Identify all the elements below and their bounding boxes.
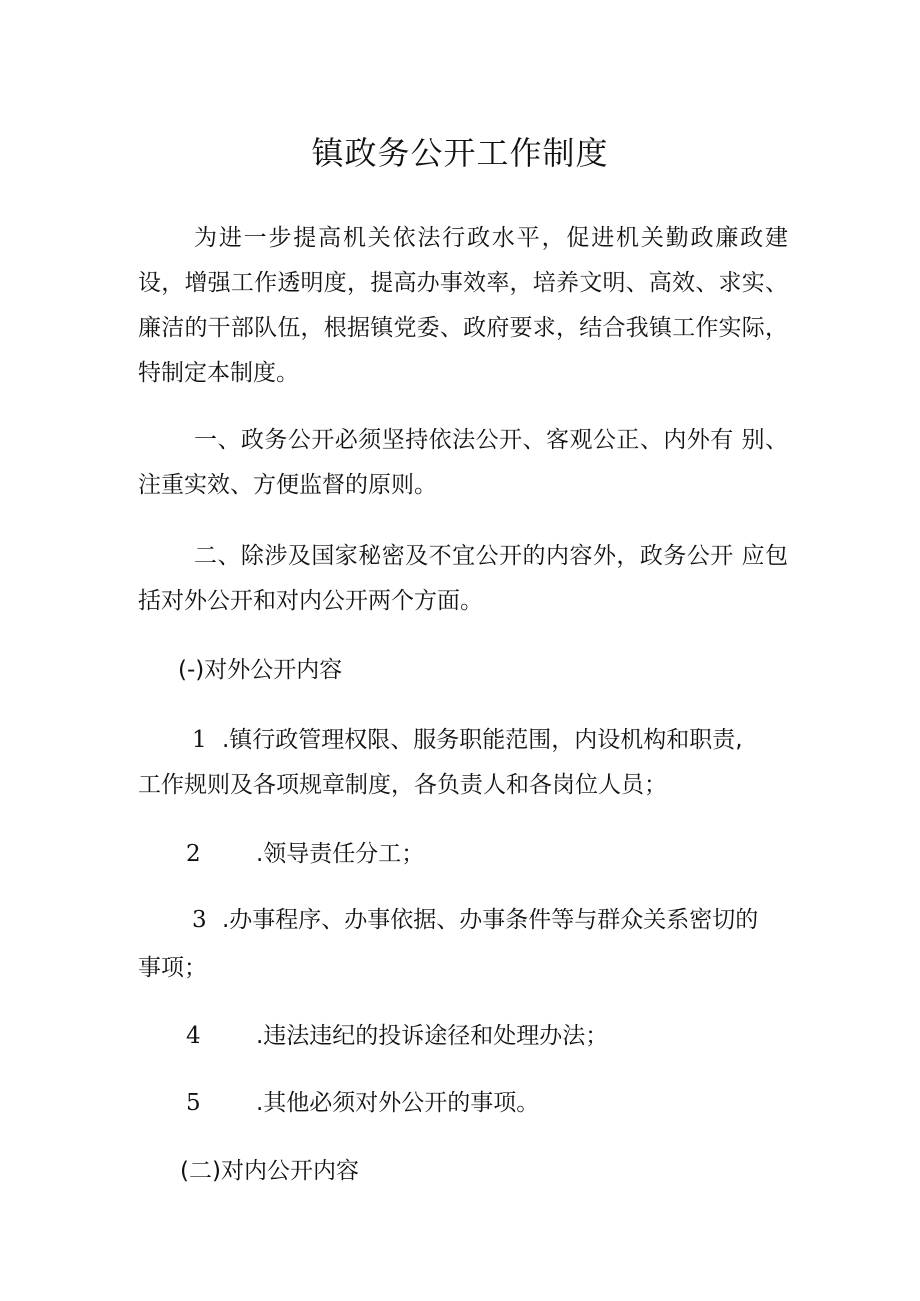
external-item-4	[186, 1014, 608, 1059]
external-item-2	[186, 832, 424, 877]
intro-paragraph: 为进一步提高机关依法行政水平，促进机关勤政廉政建设，增强工作透明度，提高办事效率，培养文明、高效、求实、廉洁的干部队伍，根据镇党委、政府要求，结合我镇工作实际，特制定本制度。	[138, 225, 788, 386]
item-number: 3	[192, 907, 207, 933]
item-number: 2	[186, 841, 201, 867]
external-item-1	[192, 718, 743, 763]
item-number: 1	[192, 727, 207, 753]
item-text: .领导责任分工；	[256, 841, 425, 867]
document-title: 镇政务公开工作制度	[311, 134, 609, 172]
item-number: 5	[186, 1090, 201, 1116]
external-heading: (-)对外公开内容	[178, 657, 343, 683]
external-item-5	[186, 1081, 539, 1126]
internal-heading: (二)对内公开内容	[180, 1158, 359, 1184]
item-text: .违法违纪的投诉途径和处理办法；	[256, 1023, 609, 1049]
item-text: .镇行政管理权限、服务职能范围，内设机构和职责,	[222, 727, 743, 753]
external-item-3	[192, 898, 758, 943]
item-number: 4	[186, 1023, 201, 1049]
external-item-3-continued: 事项；	[138, 955, 207, 981]
item-text: .其他必须对外公开的事项。	[256, 1090, 540, 1116]
scope-paragraph: 二、除涉及国家秘密及不宜公开的内容外，政务公开 应包括对外公开和对内公开两个方面。	[138, 543, 788, 614]
item-text: .办事程序、办事依据、办事条件等与群众关系密切的	[222, 907, 759, 933]
external-item-1-continued: 工作规则及各项规章制度，各负责人和各岗位人员；	[138, 772, 667, 798]
principle-paragraph: 一、政务公开必须坚持依法公开、客观公正、内外有 别、注重实效、方便监督的原则。	[138, 427, 788, 498]
